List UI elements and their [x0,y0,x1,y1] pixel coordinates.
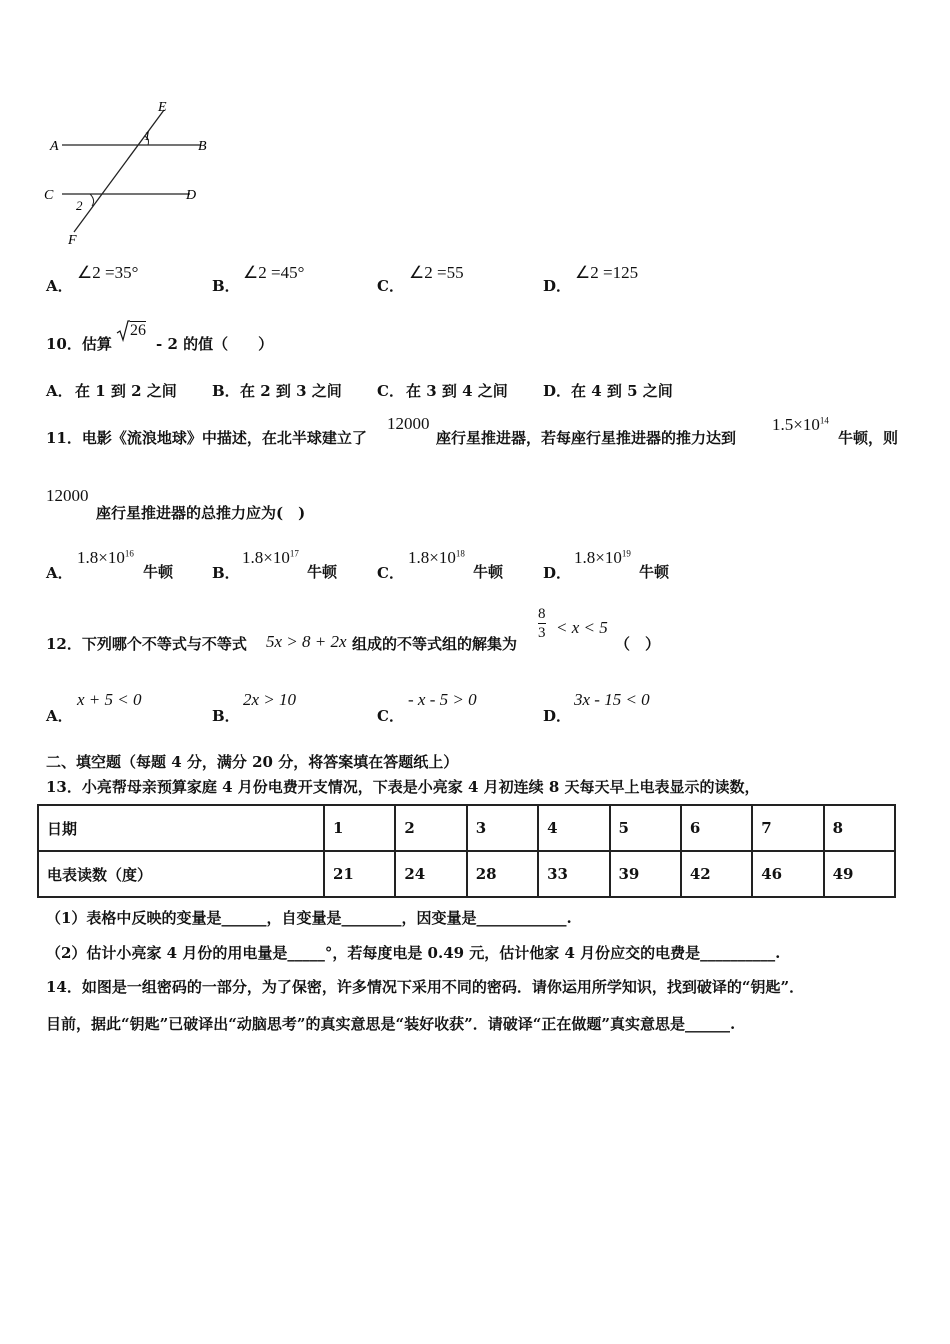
q10-option-d-letter: D． [543,382,572,400]
q12-fraction [538,605,546,642]
table-cell: 46 [752,851,823,897]
option-expression: ∠2 =45° [243,263,305,282]
label-angle-1: 1 [144,128,151,143]
angle-2-arc [90,194,94,206]
label-d: D [186,188,197,203]
q12-part2: 组成的不等式组的解集为 [352,635,518,653]
q10-prefix: 10．估算 [46,335,112,353]
table-cell: 21 [324,851,395,897]
q11-option-c-letter: C． [377,564,404,582]
q11-option-a-letter: A． [46,564,73,582]
q11-thrust [772,415,829,435]
q12-option-a-expr: x + 5 < 0 [77,690,142,709]
table-cell: 1 [324,805,395,851]
option-letter: A． [46,277,73,295]
sqrt-icon [116,320,130,342]
q11-num1: 12000 [387,414,430,433]
q11-option-c-unit: 牛顿 [473,563,504,581]
value-exponent: 19 [621,548,631,559]
fraction-numerator: 8 [538,606,546,622]
q11-option-d-value [574,548,631,568]
q12-option-d-expr: 3x - 15 < 0 [574,690,650,709]
option-letter: B． [212,277,240,295]
q11-option-d-letter: D． [543,564,572,582]
table-cell: 6 [681,805,752,851]
q11-option-b-letter: B． [212,564,240,582]
sqrt-expression [116,320,146,342]
table-cell: 42 [681,851,752,897]
q12-option-b-letter: B． [212,707,240,725]
q13-text: 13．小亮帮母亲预算家庭 4 月份电费开支情况，下表是小亮家 4 月初连续 8 天每天早上电表显示的读数， [46,778,760,796]
fraction-denominator: 3 [538,625,546,641]
q11-option-d-unit: 牛顿 [639,563,670,581]
table-cell: 5 [610,805,681,851]
table-row [38,851,895,897]
q11-part4: 座行星推进器的总推力应为( ) [96,504,306,522]
q12-option-a-letter: A． [46,707,73,725]
table-cell: 24 [395,851,466,897]
q14-line2: 目前，据此“钥匙”已破译出“动脑思考”的真实意思是“装好收获”．请破译“正在做题”真实意思是______. [46,1015,736,1033]
table-cell: 49 [824,851,895,897]
value-base: 1.8×10 [242,548,290,567]
label-angle-2: 2 [76,198,83,213]
q10-suffix: - 2 的值（ ） [156,335,274,353]
value-base: 1.8×10 [77,548,125,567]
label-c: C [44,188,54,203]
q14-line1: 14．如图是一组密码的一部分，为了保密，许多情况下采用不同的密码．请你运用所学知识，找到破译的“钥匙”． [46,978,805,996]
meter-reading-table [37,804,896,898]
value-exponent: 18 [455,548,465,559]
option-expression: ∠2 =125 [575,263,639,282]
q12-option-c-letter: C． [377,707,404,725]
value-base: 1.8×10 [574,548,622,567]
table-header-cell: 电表读数（度） [38,851,324,897]
section-2-title: 二、填空题（每题 4 分，满分 20 分，将答案填在答题纸上） [46,753,459,771]
q10-option-a-text: 在 1 到 2 之间 [75,382,177,400]
q11-option-c-value [408,548,465,568]
thrust-base: 1.5×10 [772,415,820,434]
q13-sub2: （2）估计小亮家 4 月份的用电量是_____°，若每度电是 0.49 元，估计他家 4 月份应交的电费是__________. [46,944,781,962]
q11-part3: 牛顿，则 [838,429,899,447]
option-expression: ∠2 =55 [409,263,464,282]
table-cell: 8 [824,805,895,851]
q12-option-b-expr: 2x > 10 [243,690,297,709]
q12-range: < x < 5 [556,618,608,637]
table-cell: 39 [610,851,681,897]
q11-part1: 11．电影《流浪地球》中描述，在北半球建立了 [46,429,367,447]
label-f: F [68,233,77,248]
table-cell: 4 [538,805,609,851]
table-row [38,805,895,851]
table-cell: 7 [752,805,823,851]
table-cell: 3 [467,805,538,851]
value-exponent: 16 [124,548,134,559]
label-b: B [198,139,207,154]
q11-part2: 座行星推进器，若每座行星推进器的推力达到 [436,429,737,447]
q11-option-a-value [77,548,134,568]
q12-inequality: 5x > 8 + 2x [266,632,347,651]
q10-option-d-text: 在 4 到 5 之间 [571,382,673,400]
table-cell: 28 [467,851,538,897]
q10-option-c-text: 在 3 到 4 之间 [406,382,508,400]
q13-sub1: （1）表格中反映的变量是______，自变量是________，因变量是____________. [46,909,572,927]
q10-option-a-letter: A． [46,382,73,400]
q10-option-c-letter: C． [377,382,404,400]
value-base: 1.8×10 [408,548,456,567]
q12-option-d-letter: D． [543,707,572,725]
radicand: 26 [130,322,146,339]
label-e: E [158,100,167,115]
thrust-exponent: 14 [819,415,829,426]
q10-option-b-letter: B． [212,382,240,400]
q10-option-b-text: 在 2 到 3 之间 [240,382,342,400]
q11-option-b-unit: 牛顿 [307,563,338,581]
table-header-cell: 日期 [38,805,324,851]
line-ef [74,110,164,232]
q12-part1: 12．下列哪个不等式与不等式 [46,635,247,653]
parallel-lines-figure [40,98,220,248]
value-exponent: 17 [289,548,299,559]
label-a: A [50,139,59,154]
table-cell: 33 [538,851,609,897]
table-cell: 2 [395,805,466,851]
q11-num2: 12000 [46,486,89,505]
q11-option-b-value [242,548,299,568]
q12-option-c-expr: - x - 5 > 0 [408,690,477,709]
q11-option-a-unit: 牛顿 [143,563,174,581]
q12-paren: （ ） [615,635,661,653]
option-expression: ∠2 =35° [77,263,139,282]
option-letter: D． [543,277,572,295]
option-letter: C． [377,277,404,295]
